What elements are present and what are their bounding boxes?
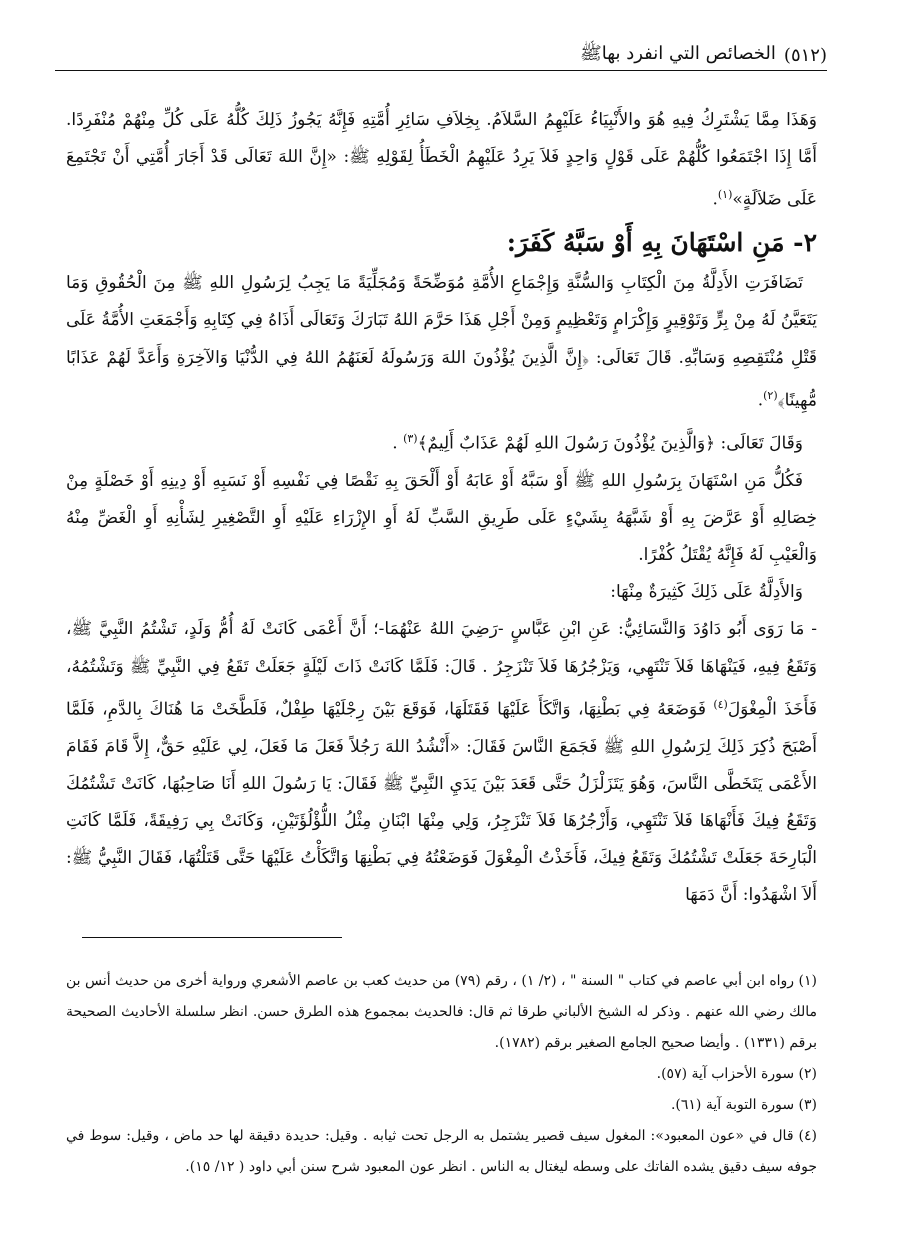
page-header — [55, 40, 827, 71]
footnote: (٢) سورة الأحزاب آية (٥٧). — [656, 1066, 817, 1082]
footnote-ref[interactable]: (٤) — [713, 697, 728, 711]
main-text — [66, 102, 817, 915]
paragraph: وَقَالَ تَعَالَى: ﴿وَالَّذِينَ يُؤْذُونَ رَسُولَ اللهِ لَهُمْ عَذَابٌ أَلِيمٌ﴾$^{(٣)}$ . — [392, 431, 803, 454]
footnotes — [66, 966, 817, 1183]
paragraph: - مَا رَوَى أَبُو دَاوُدَ وَالنَّسَائِيُّ: عَنِ ابْنِ عَبَّاسٍ -رَضِيَ اللهُ عَنْهُمَا-؛ أَنَّ أَعْمَى كَانَتْ لَهُ أُمُّ وَلَدٍ، تَشْتُمُ النَّبِيَّ ﷺ، وَتَقَعُ فِيهِ، فَيَنْهَاهَا فَلاَ تَنْتَهِي، وَيَزْجُرُهَا فَلاَ تَنْزَجِرُ . قَالَ: فَلَمَّا كَانَتْ ذَاتَ لَيْلَةٍ جَعَلَتْ تَقَعُ فِي النَّبِيِّ ﷺ وَتَشْتُمُهُ، فَأَخَذَ الْمِغْوَلَ$^{(٤)}$ فَوَضَعَهُ فِي بَطْنِهَا، وَاتَّكَأَ عَلَيْهَا فَقَتَلَهَا، فَوَقَعَ بَيْنَ رِجْلَيْهَا طِفْلٌ، فَلَطَّخَتْ مَا هُنَاكَ بِالدَّمِ، فَلَمَّا أَصْبَحَ ذُكِرَ ذَلِكَ لِرَسُولِ اللهِ ﷺ فَجَمَعَ النَّاسَ فَقَالَ: «أَنْشُدُ اللهَ رَجُلاً فَعَلَ مَا فَعَلَ، لِي عَلَيْهِ حَقٌّ، إِلاَّ قَامَ فَقَامَ الأَعْمَى يَتَخَطَّى النَّاسَ، وَهُوَ يَتَزَلْزَلُ حَتَّى قَعَدَ بَيْنَ يَدَيِ النَّبِيِّ ﷺ فَقَالَ: يَا رَسُولَ اللهِ أَنَا صَاحِبُهَا، كَانَتْ تَشْتُمُكَ وَتَقَعُ فِيكَ فَأَنْهَاهَا فَلاَ تَنْتَهِي، وَأَزْجُرُهَا فَلاَ تَنْزَجِرُ، وَلِي مِنْهَا ابْنَانِ مِثْلُ اللُّؤْلُؤَتَيْنِ، وَكَانَتْ بِي رَفِيقَةً، فَلَمَّا كَانَتِ الْبَارِحَةَ جَعَلَتْ تَشْتُمُكَ وَتَقَعُ فِيكَ، فَأَخَذْتُ الْمِغْوَلَ فَوَضَعْتُهُ فِي بَطْنِهَا وَاتَّكَأْتُ عَلَيْهَا حَتَّى قَتَلْتُهَا، فَقَالَ النَّبِيُّ ﷺ: أَلاَ اشْهَدُوا: أَنَّ دَمَهَا — [66, 619, 817, 906]
footnote: (١) رواه ابن أبي عاصم في كتاب " السنة " ، (٢/ ١) ، رقم (٧٩) من حديث كعب بن عاصم الأشعري ورواية أخرى من حديث أنس بن مالك رضي الله عنهم . وذكر له الشيخ الألباني طرقا ثم قال: فالحديث بمجموع هذه الطرق حسن. انظر سلسلة الأحاديث الصحيحة برقم (١٣٣١) . وأيضا صحيح الجامع الصغير برقم (١٧٨٢). — [66, 973, 817, 1051]
footnote: (٣) سورة التوبة آية (٦١). — [670, 1097, 817, 1113]
footnote: (٤) قال في «عون المعبود»: المغول سيف قصير يشتمل به الرجل تحت ثيابه . وقيل: حديدة دقيقة لها حد ماض ، وقيل: سوط في جوفه سيف دقيق يشده الفاتك على وسطه ليغتال به الناس . انظر عون المعبود شرح سنن أبي داود ( ١٢/ ١٥). — [66, 1128, 817, 1175]
running-title: الخصائص التي انفرد بهاﷺ — [579, 43, 776, 64]
paragraph: وَالأَدِلَّةُ عَلَى ذَلِكَ كَثِيرَةٌ مِنْهَا: — [610, 582, 803, 603]
section-heading: ٢- مَنِ اسْتَهَانَ بِهِ أَوْ سَبَّهُ كَفَرَ: — [506, 228, 817, 258]
paragraph: تَضَافَرَتِ الأَدِلَّةُ مِنَ الْكِتَابِ وَالسُّنَّةِ وَإِجْمَاعِ الأُمَّةِ مُوَضِّحَةً وَمُجَلِّيَةً مَا يَجِبُ لِرَسُولِ اللهِ ﷺ مِنَ الْحُقُوقِ وَمَا يَتَعَيَّنُ لَهُ مِنْ بِرٍّ وَتَوْقِيرٍ وَإِكْرَامٍ وَتَعْظِيمٍ وَمِنْ أَجْلِ هَذَا حَرَّمَ اللهُ تَبَارَكَ وَتَعَالَى أَذَاهُ فِي كِتَابِهِ وَأَجْمَعَتِ الأُمَّةُ عَلَى قَتْلِ مُنْتَقِصِهِ وَسَابِّهِ. قَالَ تَعَالَى: ﴿إِنَّ الَّذِينَ يُؤْذُونَ اللهَ وَرَسُولَهُ لَعَنَهُمُ اللهُ فِي الدُّنْيَا وَالآخِرَةِ وَأَعَدَّ لَهُمْ عَذَابًا مُّهِينًا﴾$^{(٢)}$. — [66, 273, 817, 411]
page-number: (٥١٢) — [783, 44, 827, 66]
paragraph: وَهَذَا مِمَّا يَشْتَرِكُ فِيهِ هُوَ والأَنْبِيَاءُ عَلَيْهِمُ السَّلاَمُ. بِخِلاَفِ سَائِرِ أُمَّتِهِ فَإِنَّهُ يَجُوزُ ذَلِكَ كُلُّهُ عَلَى كُلِّ مِنْهُمْ مُنْفَرِدًا. أَمَّا إِذَا اجْتَمَعُوا كُلُّهُمْ عَلَى قَوْلٍ وَاحِدٍ فَلاَ يَرِدُ عَلَيْهِمُ الْخَطَأُ لِقَوْلِهِ ﷺ: «إِنَّ اللهَ تَعَالَى قَدْ أَجَارَ أُمَّتِي أَنْ تَجْتَمِعَ عَلَى ضَلاَلَةٍ»$^{(١)}$. — [66, 110, 817, 211]
footnote-ref[interactable]: (٣) — [403, 431, 418, 445]
footnote-ref[interactable]: (٢) — [763, 388, 778, 402]
footnote-separator — [82, 937, 342, 938]
paragraph: فَكُلُّ مَنِ اسْتَهَانَ بِرَسُولِ اللهِ ﷺ أَوْ سَبَّهُ أَوْ عَابَهُ أَوْ أَلْحَقَ بِهِ نَقْصًا فِي نَفْسِهِ أَوْ نَسَبِهِ أَوْ دِينِهِ أَوْ خَصْلَةٍ مِنْ خِصَالِهِ أَوْ عَرَّضَ بِهِ أَوْ شَبَّهَهُ بِشَيْءٍ عَلَى طَرِيقِ السَّبِّ لَهُ أَوِ الإِزْرَاءِ عَلَيْهِ أَوِ التَّصْغِيرِ لِشَأْنِهِ أَوِ الْغَضِّ مِنْهُ وَالْعَيْبِ لَهُ فَإِنَّهُ يُقْتَلُ كُفْرًا. — [66, 470, 817, 565]
footnote-ref[interactable]: (١) — [717, 188, 733, 202]
